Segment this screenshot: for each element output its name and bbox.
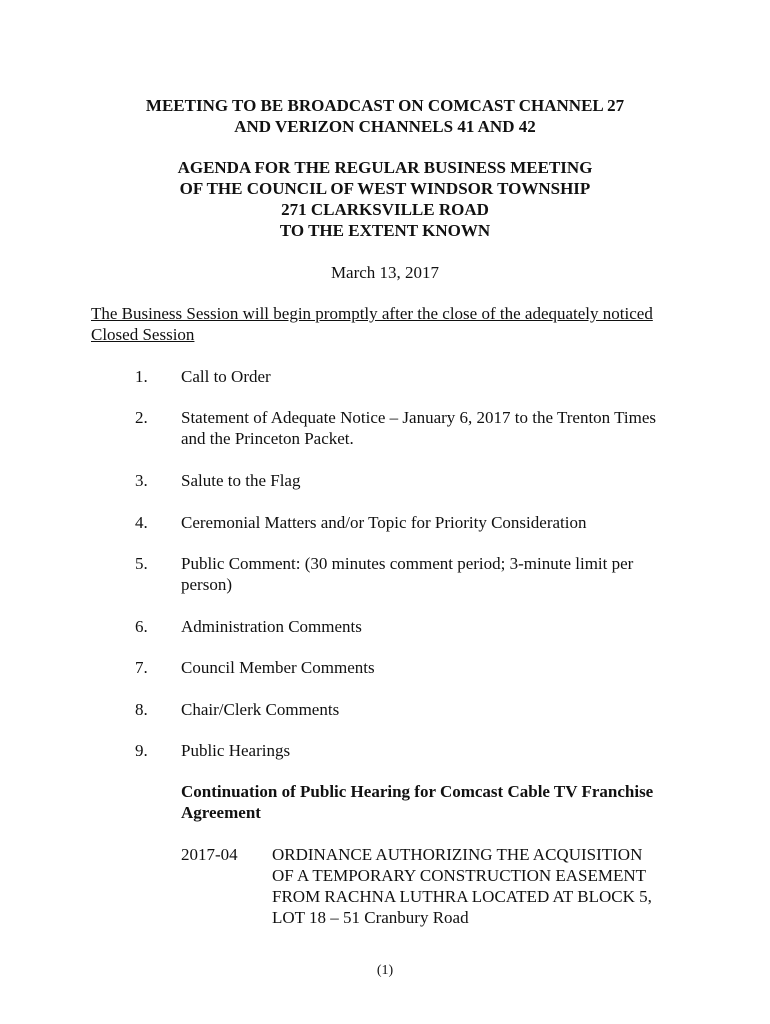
session-intro-line: Closed Session bbox=[91, 325, 195, 344]
agenda-item-number: 8. bbox=[135, 700, 148, 719]
agenda-item-line: Public Comment: (30 minutes comment period; 3-minute limit per bbox=[181, 554, 634, 573]
agenda-item-text bbox=[181, 512, 681, 533]
agenda-item-text bbox=[181, 616, 681, 637]
ordinance-title bbox=[272, 844, 692, 928]
agenda-title bbox=[0, 157, 770, 241]
agenda-item-text bbox=[181, 470, 681, 491]
agenda-item-text bbox=[181, 699, 681, 720]
public-hearing-heading-line: Agreement bbox=[181, 803, 261, 822]
agenda-item-line: and the Princeton Packet. bbox=[181, 429, 354, 448]
session-intro bbox=[91, 303, 691, 345]
session-intro-line: The Business Session will begin promptly after the close of the adequately noticed bbox=[91, 304, 653, 323]
ordinance-title-line: OF A TEMPORARY CONSTRUCTION EASEMENT bbox=[272, 866, 647, 885]
agenda-item-number: 2. bbox=[135, 408, 148, 427]
agenda-item-text bbox=[181, 553, 681, 595]
agenda-item-line: Statement of Adequate Notice – January 6, 2017 to the Trenton Times bbox=[181, 408, 657, 427]
agenda-item-line: Ceremonial Matters and/or Topic for Priority Consideration bbox=[181, 513, 587, 532]
agenda-item-line: person) bbox=[181, 575, 232, 594]
ordinance-number: 2017-04 bbox=[181, 845, 238, 864]
agenda-item-text bbox=[181, 740, 681, 761]
agenda-item-line: Call to Order bbox=[181, 367, 271, 386]
agenda-item-text bbox=[181, 366, 681, 387]
agenda-title-line: TO THE EXTENT KNOWN bbox=[279, 221, 491, 240]
agenda-item-text bbox=[181, 407, 681, 449]
agenda-item-number: 7. bbox=[135, 658, 148, 677]
broadcast-line: AND VERIZON CHANNELS 41 AND 42 bbox=[234, 117, 536, 136]
public-hearing-heading bbox=[181, 781, 701, 823]
agenda-title-line: 271 CLARKSVILLE ROAD bbox=[281, 200, 489, 219]
page-number: (1) bbox=[376, 963, 394, 978]
agenda-item-line: Salute to the Flag bbox=[181, 471, 301, 490]
ordinance-title-line: ORDINANCE AUTHORIZING THE ACQUISITION bbox=[272, 845, 643, 864]
broadcast-line: MEETING TO BE BROADCAST ON COMCAST CHANNEL 27 bbox=[145, 96, 625, 115]
agenda-item-line: Council Member Comments bbox=[181, 658, 375, 677]
agenda-item-number: 1. bbox=[135, 367, 148, 386]
agenda-item-number: 5. bbox=[135, 554, 148, 573]
ordinance-title-line: LOT 18 – 51 Cranbury Road bbox=[272, 908, 469, 927]
agenda-item-line: Public Hearings bbox=[181, 741, 291, 760]
agenda-item-line: Chair/Clerk Comments bbox=[181, 700, 340, 719]
broadcast-notice bbox=[0, 95, 770, 137]
agenda-item-line: Administration Comments bbox=[181, 617, 362, 636]
agenda-item-number: 3. bbox=[135, 471, 148, 490]
agenda-item-text bbox=[181, 657, 681, 678]
meeting-date: March 13, 2017 bbox=[330, 263, 440, 282]
ordinance-title-line: FROM RACHNA LUTHRA LOCATED AT BLOCK 5, bbox=[272, 887, 652, 906]
agenda-item-number: 6. bbox=[135, 617, 148, 636]
agenda-title-line: AGENDA FOR THE REGULAR BUSINESS MEETING bbox=[177, 158, 593, 177]
public-hearing-heading-line: Continuation of Public Hearing for Comcast Cable TV Franchise bbox=[181, 782, 654, 801]
agenda-title-line: OF THE COUNCIL OF WEST WINDSOR TOWNSHIP bbox=[179, 179, 591, 198]
agenda-item-number: 4. bbox=[135, 513, 148, 532]
agenda-item-number: 9. bbox=[135, 741, 148, 760]
